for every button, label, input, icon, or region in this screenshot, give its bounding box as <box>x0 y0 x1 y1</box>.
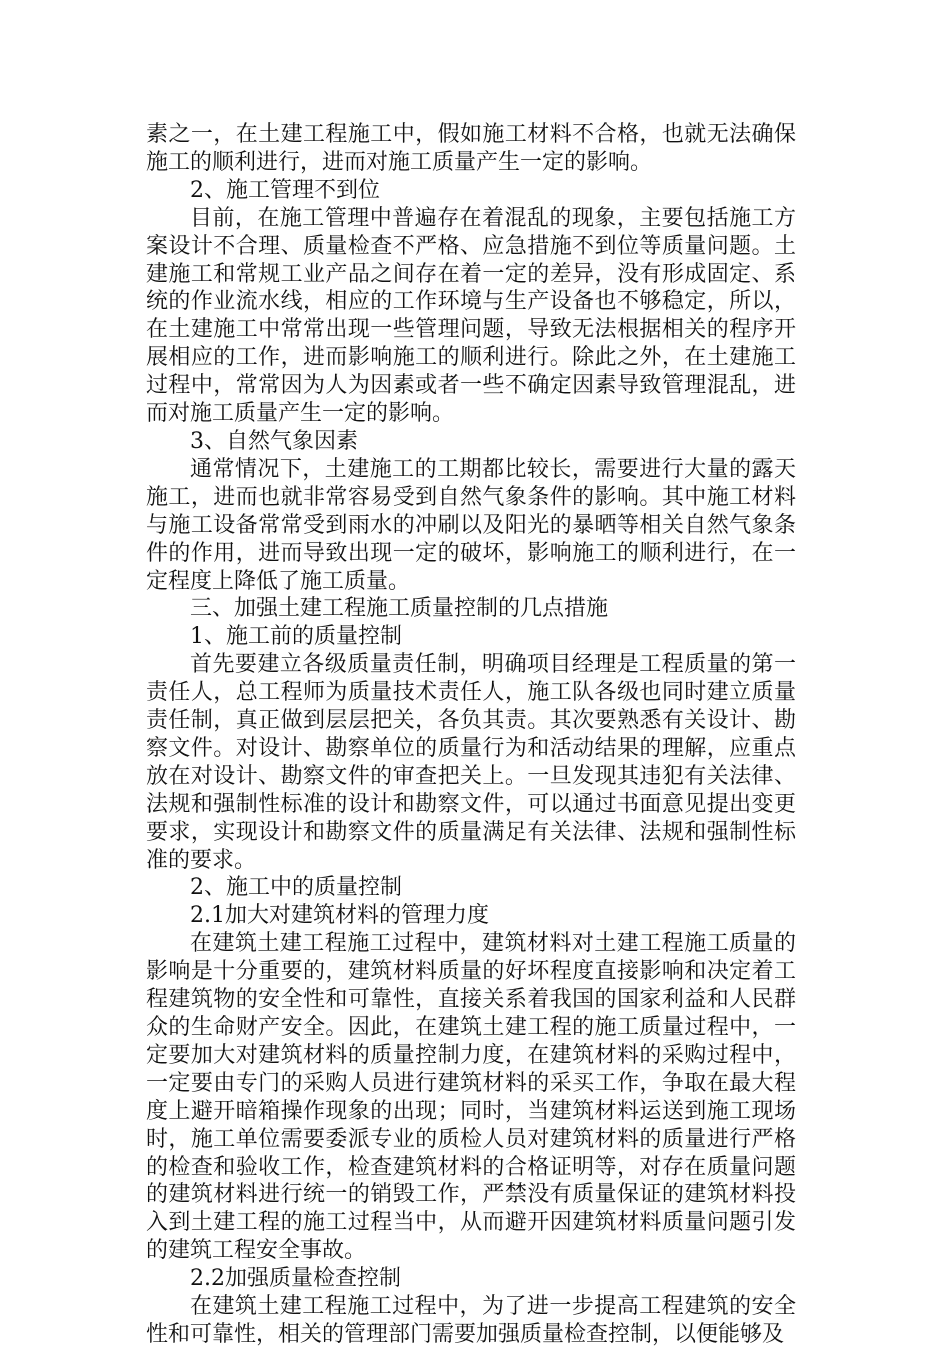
document-body <box>146 121 796 1349</box>
subsection-heading-pre-construction: 1、施工前的质量控制 <box>190 624 402 650</box>
subsection-heading-during-construction: 2、施工中的质量控制 <box>190 875 402 901</box>
subsection-heading-quality-inspection: 2.2加强质量检查控制 <box>190 1266 401 1292</box>
paragraph-construction-management: 目前，在施工管理中普遍存在着混乱的现象，主要包括施工方案设计不合理、质量检查不严格、应急措施不到位等质量问题。土建施工和常规工业产品之间存在着一定的差异，没有形成固定、系统的作业流水线，相应的工作环境与生产设备也不够稳定，所以，在土建施工中常常出现一些管理问题，导致无法根据相关的程序开展相应的工作，进而影响施工的顺利进行。除此之外，在土建施工过程中，常常因为人为因素或者一些不确定因素导致管理混乱，进而对施工质量产生一定的影响。 <box>146 205 796 427</box>
paragraph-quality-inspection: 在建筑土建工程施工过程中，为了进一步提高工程建筑的安全性和可靠性，相关的管理部门需要加强质量检查控制，以便能够及 <box>146 1294 796 1347</box>
section-heading-quality-measures: 三、加强土建工程施工质量控制的几点措施 <box>190 596 609 622</box>
paragraph-pre-construction: 首先要建立各级质量责任制，明确项目经理是工程质量的第一责任人，总工程师为质量技术责任人，施工队各级也同时建立质量责任制，真正做到层层把关，各负其责。其次要熟悉有关设计、勘察文件。对设计、勘察单位的质量行为和活动结果的理解，应重点放在对设计、勘察文件的审查把关上。一旦发现其违犯有关法律、法规和强制性标准的设计和勘察文件，可以通过书面意见提出变更要求，实现设计和勘察文件的质量满足有关法律、法规和强制性标准的要求。 <box>146 652 796 873</box>
subsection-heading-material-management: 2.1加大对建筑材料的管理力度 <box>190 903 489 929</box>
paragraph-weather-factors: 通常情况下，土建施工的工期都比较长，需要进行大量的露天施工，进而也就非常容易受到自然气象条件的影响。其中施工材料与施工设备常常受到雨水的冲刷以及阳光的暴晒等相关自然气象条件的作用，进而导致出现一定的破坏，影响施工的顺利进行，在一定程度上降低了施工质量。 <box>146 456 796 594</box>
paragraph-material-management: 在建筑土建工程施工过程中，建筑材料对土建工程施工质量的影响是十分重要的，建筑材料质量的好坏程度直接影响和决定着工程建筑物的安全性和可靠性，直接关系着我国的国家利益和人民群众的生命财产安全。因此，在建筑土建工程的施工质量过程中，一定要加大对建筑材料的质量控制力度，在建筑材料的采购过程中，一定要由专门的采购人员进行建筑材料的采买工作，争取在最大程度上避开暗箱操作现象的出现；同时，当建筑材料运送到施工现场时，施工单位需要委派专业的质检人员对建筑材料的质量进行严格的检查和验收工作，检查建筑材料的合格证明等，对存在质量问题的建筑材料进行统一的销毁工作，严禁没有质量保证的建筑材料投入到土建工程的施工过程当中，从而避开因建筑材料质量问题引发的建筑工程安全事故。 <box>146 931 796 1264</box>
section-heading-construction-management: 2、施工管理不到位 <box>190 177 380 203</box>
section-heading-weather-factors: 3、自然气象因素 <box>190 428 358 454</box>
paragraph-continued: 素之一，在土建工程施工中，假如施工材料不合格，也就无法确保施工的顺利进行，进而对施工质量产生一定的影响。 <box>146 122 796 175</box>
